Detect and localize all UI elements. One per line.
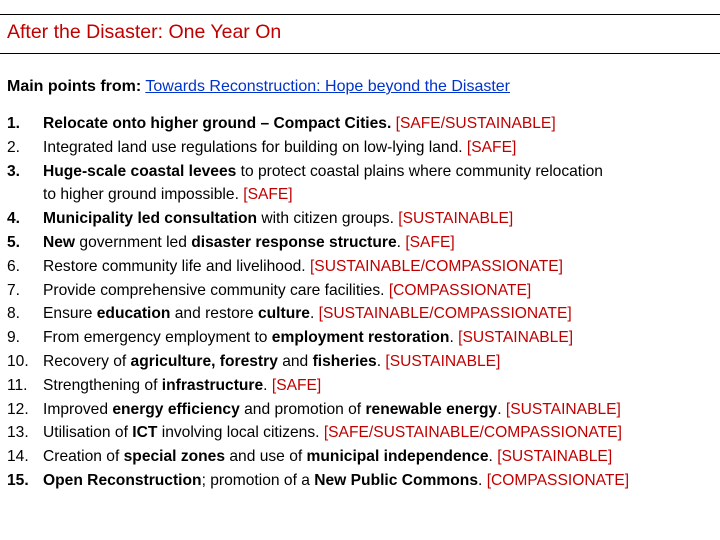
list-item-number: 10. bbox=[7, 352, 29, 370]
emphasis-text: ICT bbox=[132, 424, 158, 442]
list-item-line bbox=[43, 424, 622, 441]
category-tag: [COMPASSIONATE] bbox=[388, 281, 532, 299]
emphasis-text: agriculture, forestry bbox=[130, 352, 278, 370]
emphasis-text: education bbox=[96, 305, 171, 323]
list-item-line bbox=[43, 305, 572, 322]
category-tag: [SAFE] bbox=[466, 138, 517, 156]
list-item-number: 5. bbox=[7, 233, 21, 251]
list-item-line bbox=[43, 258, 563, 275]
list-item-text bbox=[43, 398, 717, 422]
emphasis-text: energy efficiency bbox=[112, 400, 240, 418]
body-text: . bbox=[488, 448, 493, 466]
list-item bbox=[7, 136, 717, 160]
body-text: . bbox=[376, 352, 382, 370]
body-text: From emergency employment to bbox=[43, 329, 272, 347]
emphasis-text: New Public Commons bbox=[314, 471, 479, 489]
emphasis-text: culture bbox=[257, 305, 310, 323]
list-item-number: 12. bbox=[7, 400, 29, 418]
list-item-text bbox=[43, 445, 717, 469]
list-item-line bbox=[43, 210, 513, 227]
list-item bbox=[7, 231, 717, 255]
list-item bbox=[7, 421, 717, 445]
body-text: involving local citizens. bbox=[157, 424, 320, 442]
list-item-line bbox=[43, 472, 629, 489]
body-text: . bbox=[497, 400, 502, 418]
category-tag: [SAFE/SUSTAINABLE] bbox=[395, 115, 556, 132]
list-item-text bbox=[43, 255, 717, 279]
body-text: and restore bbox=[170, 305, 258, 323]
body-text: Creation of bbox=[43, 448, 124, 466]
source-link[interactable]: Towards Reconstruction: Hope beyond the Disaster bbox=[145, 78, 511, 95]
list-item-line bbox=[43, 234, 455, 251]
list-item bbox=[7, 350, 717, 374]
category-tag: [SUSTAINABLE] bbox=[505, 400, 621, 418]
list-item-line bbox=[43, 282, 531, 299]
list-item-text bbox=[43, 302, 717, 326]
category-tag: [SAFE/SUSTAINABLE/COMPASSIONATE] bbox=[323, 424, 622, 442]
category-tag: [SAFE] bbox=[405, 233, 455, 251]
list-item-text bbox=[43, 326, 717, 350]
list-item-text bbox=[43, 421, 717, 445]
category-tag: [SUSTAINABLE] bbox=[398, 210, 514, 228]
list-item-number: 9. bbox=[7, 329, 21, 347]
body-text: Provide comprehensive community care facilities. bbox=[43, 281, 385, 299]
list-item-text bbox=[43, 112, 717, 136]
category-tag: [SUSTAINABLE] bbox=[497, 448, 613, 466]
main-points-list bbox=[7, 112, 717, 493]
list-item-number: 6. bbox=[7, 257, 21, 275]
category-tag: [SAFE] bbox=[271, 376, 322, 394]
list-item-text bbox=[43, 350, 717, 374]
list-item-text bbox=[43, 231, 717, 255]
body-text: and bbox=[277, 352, 313, 370]
list-item-line bbox=[43, 329, 573, 346]
category-tag: [COMPASSIONATE] bbox=[486, 471, 630, 489]
list-item bbox=[7, 160, 717, 208]
list-item-text bbox=[43, 279, 717, 303]
list-item-number: 8. bbox=[7, 305, 21, 323]
body-text: Strengthening of bbox=[43, 376, 162, 394]
emphasis-text: Relocate onto higher ground – Compact Cities. bbox=[43, 115, 392, 132]
list-item-number: 2. bbox=[7, 138, 21, 156]
intro-label: Main points from: bbox=[7, 78, 142, 95]
body-text: Improved bbox=[43, 400, 113, 418]
body-text: . bbox=[396, 233, 401, 251]
intro-line bbox=[7, 78, 510, 96]
list-item bbox=[7, 374, 717, 398]
body-text: to higher ground impossible. bbox=[43, 186, 239, 204]
body-text: Integrated land use regulations for building on low-lying land. bbox=[43, 138, 463, 156]
category-tag: [SUSTAINABLE/COMPASSIONATE] bbox=[309, 257, 563, 275]
category-tag: [SUSTAINABLE/COMPASSIONATE] bbox=[318, 305, 572, 323]
body-text: Recovery of bbox=[43, 352, 131, 370]
list-item-text bbox=[43, 136, 717, 160]
slide-title: After the Disaster: One Year On bbox=[7, 21, 282, 43]
list-item bbox=[7, 207, 717, 231]
list-item-number: 3. bbox=[7, 162, 21, 180]
emphasis-text: disaster response structure bbox=[191, 233, 397, 251]
list-item-text bbox=[43, 374, 717, 398]
body-text: with citizen groups. bbox=[257, 210, 394, 228]
list-item-number: 7. bbox=[7, 281, 21, 299]
list-item-line bbox=[43, 163, 603, 180]
list-item bbox=[7, 445, 717, 469]
list-item bbox=[7, 279, 717, 303]
body-text: Restore community life and livelihood. bbox=[43, 257, 306, 275]
list-item-number: 1. bbox=[7, 115, 21, 132]
emphasis-text: renewable energy bbox=[365, 400, 498, 418]
body-text: government led bbox=[75, 233, 192, 251]
body-text: . bbox=[478, 471, 483, 489]
list-item-line bbox=[43, 448, 612, 465]
list-item-line bbox=[43, 401, 621, 418]
body-text: and promotion of bbox=[239, 400, 366, 418]
emphasis-text: fisheries bbox=[312, 352, 377, 370]
emphasis-text: municipal independence bbox=[306, 448, 489, 466]
body-text: ; promotion of a bbox=[201, 471, 315, 489]
category-tag: [SUSTAINABLE] bbox=[458, 329, 574, 347]
body-text: to protect coastal plains where community relocation bbox=[236, 162, 603, 180]
emphasis-text: infrastructure bbox=[161, 376, 264, 394]
list-item bbox=[7, 302, 717, 326]
body-text: . bbox=[449, 329, 454, 347]
list-item-line bbox=[43, 115, 556, 132]
title-rule bbox=[0, 53, 720, 54]
list-item bbox=[7, 112, 717, 136]
emphasis-text: Municipality led consultation bbox=[43, 210, 257, 228]
list-item-number: 14. bbox=[7, 448, 29, 466]
list-item-text bbox=[43, 160, 717, 208]
list-item-continuation bbox=[43, 183, 717, 207]
list-item-number: 15. bbox=[7, 471, 29, 489]
emphasis-text: New bbox=[43, 233, 76, 251]
category-tag: [SUSTAINABLE] bbox=[385, 352, 501, 370]
body-text: Ensure bbox=[43, 305, 97, 323]
top-rule bbox=[0, 14, 720, 15]
list-item-number: 13. bbox=[7, 424, 29, 442]
body-text: Utilisation of bbox=[43, 424, 133, 442]
emphasis-text: employment restoration bbox=[271, 329, 450, 347]
emphasis-text: Huge-scale coastal levees bbox=[43, 162, 237, 180]
body-text: . bbox=[309, 305, 315, 323]
list-item-number: 11. bbox=[7, 376, 28, 394]
list-item-text bbox=[43, 207, 717, 231]
list-item bbox=[7, 398, 717, 422]
list-item-line bbox=[43, 353, 500, 370]
emphasis-text: special zones bbox=[123, 448, 226, 466]
emphasis-text: Open Reconstruction bbox=[43, 471, 202, 489]
list-item bbox=[7, 326, 717, 350]
list-item bbox=[7, 469, 717, 493]
list-item bbox=[7, 255, 717, 279]
list-item-number: 4. bbox=[7, 210, 21, 228]
list-item-line bbox=[43, 377, 321, 394]
list-item-text bbox=[43, 469, 717, 493]
body-text: . bbox=[263, 376, 268, 394]
body-text: and use of bbox=[225, 448, 307, 466]
category-tag: [SAFE] bbox=[243, 186, 293, 204]
list-item-line bbox=[43, 139, 516, 156]
